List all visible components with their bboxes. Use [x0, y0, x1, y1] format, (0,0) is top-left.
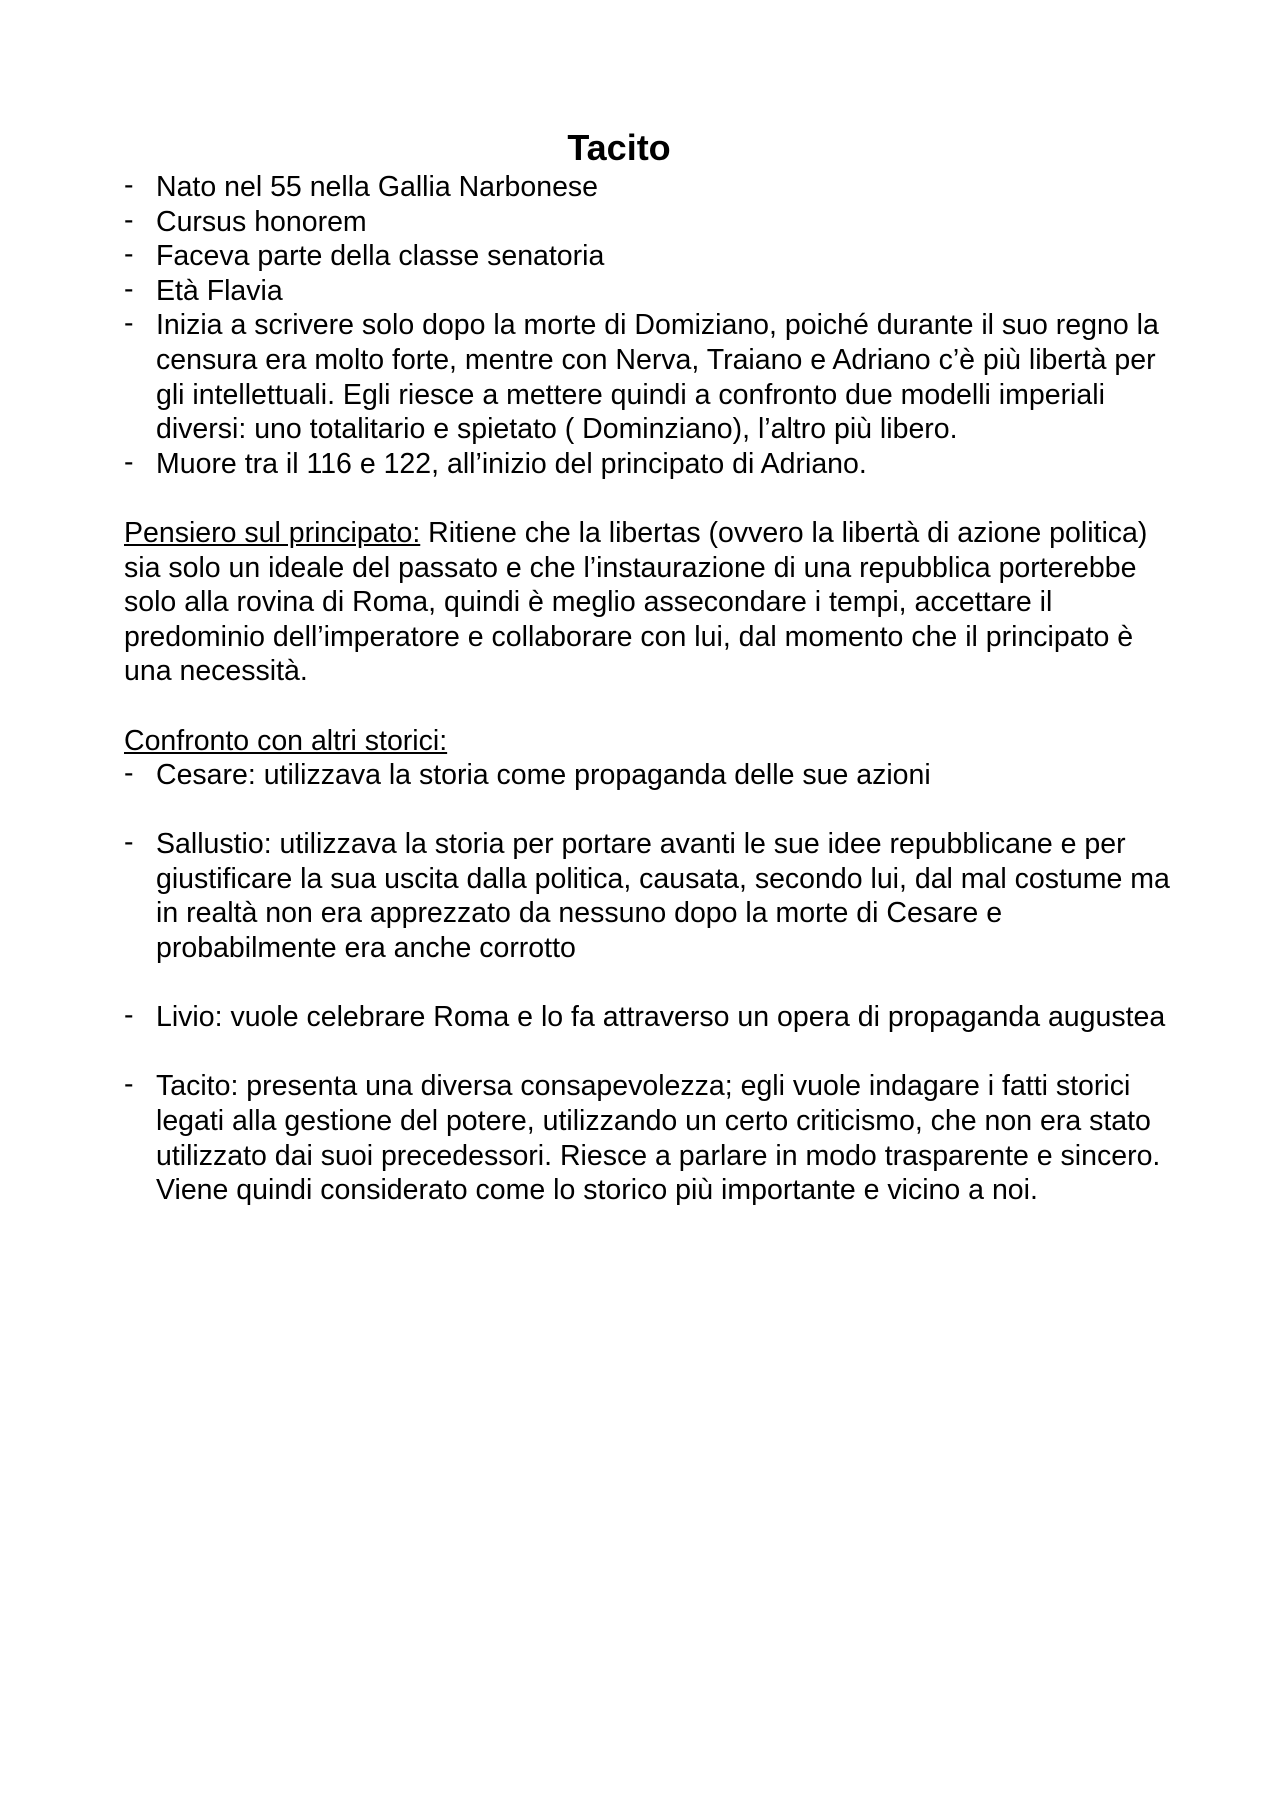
- list-item: - Sallustio: utilizzava la storia per portare avanti le sue idee repubblicane e per giustificare la sua uscita dalla politica, causata, secondo lui, dal mal costume ma in realtà non era apprezzato da nessuno dopo la morte di Cesare e probabilmente era anche corrotto: [124, 827, 1174, 965]
- principato-text: Ritiene che la libertas (ovvero la libertà di azione politica) sia solo un ideale del passato e che l’instaurazione di una repubblica porterebbe solo alla rovina di Roma, quindi è meglio assecondare i tempi, accettare il predominio dell’imperatore e collaborare con lui, dal momento che il principato è una necessità.: [124, 516, 1148, 688]
- list-item: - Nato nel 55 nella Gallia Narbonese: [124, 170, 1174, 205]
- document-body: [124, 170, 1174, 1208]
- principato-heading: Pensiero sul principato:: [124, 516, 421, 549]
- list-item: - Cursus honorem: [124, 205, 1174, 240]
- list-item: - Livio: vuole celebrare Roma e lo fa attraverso un opera di propaganda augustea: [124, 1000, 1174, 1035]
- confronto-section: [124, 724, 1174, 1208]
- list-item: - Cesare: utilizzava la storia come propaganda delle sue azioni: [124, 758, 1174, 793]
- list-item: - Età Flavia: [124, 274, 1174, 309]
- list-item: - Inizia a scrivere solo dopo la morte di Domiziano, poiché durante il suo regno la censura era molto forte, mentre con Nerva, Traiano e Adriano c’è più libertà per gli intellettuali. Egli riesce a mettere quindi a confronto due modelli imperiali diversi: uno totalitario e spietato ( Dominziano), l’altro più libero.: [124, 308, 1174, 446]
- list-item: - Muore tra il 116 e 122, all’inizio del principato di Adriano.: [124, 447, 1174, 482]
- page-title: Tacito: [567, 127, 671, 168]
- bio-list: [124, 170, 1174, 481]
- list-item: - Tacito: presenta una diversa consapevolezza; egli vuole indagare i fatti storici legati alla gestione del potere, utilizzando un certo criticismo, che non era stato utilizzato dai suoi precedessori. Riesce a parlare in modo trasparente e sincero. Viene quindi considerato come lo storico più importante e vicino a noi.: [124, 1069, 1174, 1207]
- confronto-heading: Confronto con altri storici:: [124, 724, 448, 757]
- principato-paragraph: [124, 516, 1174, 689]
- list-item: - Faceva parte della classe senatoria: [124, 239, 1174, 274]
- confronto-list: [124, 758, 1174, 1208]
